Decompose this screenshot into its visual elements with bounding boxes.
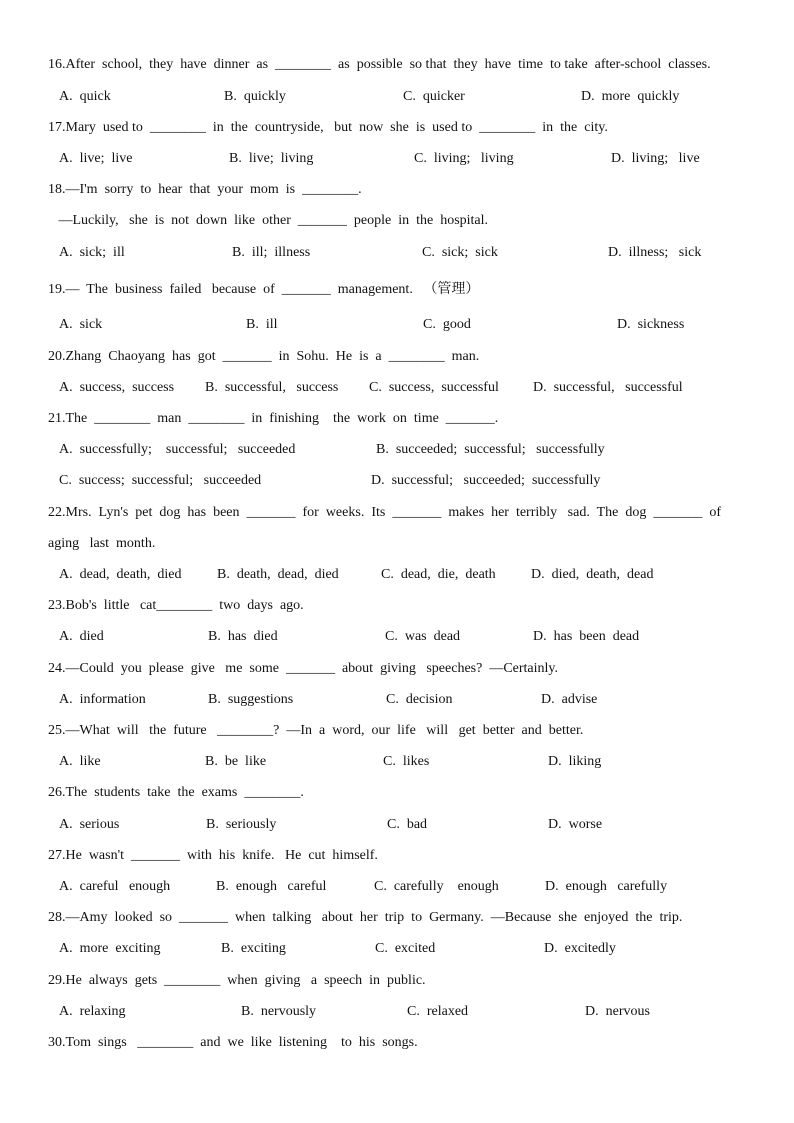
question-21-stem: 21.The ________ man ________ in finishing the work on time _______. bbox=[48, 411, 499, 426]
question-25-option-c: C. likes bbox=[383, 754, 430, 769]
question-18-option-a: A. sick; ill bbox=[59, 245, 125, 260]
question-22-option-b: B. death, dead, died bbox=[217, 567, 339, 582]
question-19-option-b: B. ill bbox=[246, 317, 278, 332]
question-26-stem: 26.The students take the exams ________. bbox=[48, 785, 304, 800]
question-19-option-d: D. sickness bbox=[617, 317, 685, 332]
question-25-option-b: B. be like bbox=[205, 754, 267, 769]
question-16-option-c: C. quicker bbox=[403, 89, 465, 104]
question-29-option-d: D. nervous bbox=[585, 1004, 650, 1019]
question-24-option-a: A. information bbox=[59, 692, 146, 707]
question-27-option-d: D. enough carefully bbox=[545, 879, 668, 894]
question-19-option-a: A. sick bbox=[59, 317, 103, 332]
question-27-option-b: B. enough careful bbox=[216, 879, 327, 894]
question-16-option-b: B. quickly bbox=[224, 89, 286, 104]
question-20-option-b: B. successful, success bbox=[205, 380, 339, 395]
question-24-stem: 24.—Could you please give me some _______ about giving speeches? —Certainly. bbox=[48, 661, 559, 676]
question-20-stem: 20.Zhang Chaoyang has got _______ in Sohu. He is a ________ man. bbox=[48, 349, 480, 364]
question-28-option-b: B. exciting bbox=[221, 941, 286, 956]
question-29-option-c: C. relaxed bbox=[407, 1004, 469, 1019]
question-21-option-d: D. successful; succeeded; successfully bbox=[371, 473, 601, 488]
question-17-option-c: C. living; living bbox=[414, 151, 514, 166]
question-22-stem: 22.Mrs. Lyn's pet dog has been _______ for weeks. Its _______ makes her terribly sad. The dog _______ of bbox=[48, 505, 721, 520]
question-16-option-d: D. more quickly bbox=[581, 89, 680, 104]
question-16-stem: 16.After school, they have dinner as ________ as possible so that they have time to take after-school classes. bbox=[48, 57, 711, 72]
question-21-option-c: C. success; successful; succeeded bbox=[59, 473, 262, 488]
question-19-stem: 19.— The business failed because of _______ management. （管理） bbox=[48, 282, 480, 297]
question-28-stem: 28.—Amy looked so _______ when talking about her trip to Germany. —Because she enjoyed the trip. bbox=[48, 910, 683, 925]
question-22-stem-line2: aging last month. bbox=[48, 536, 156, 551]
question-23-option-c: C. was dead bbox=[385, 629, 461, 644]
question-22-option-c: C. dead, die, death bbox=[381, 567, 496, 582]
question-29-stem: 29.He always gets ________ when giving a speech in public. bbox=[48, 973, 426, 988]
question-26-option-b: B. seriously bbox=[206, 817, 277, 832]
question-26-option-c: C. bad bbox=[387, 817, 428, 832]
question-23-option-a: A. died bbox=[59, 629, 104, 644]
question-30-stem: 30.Tom sings ________ and we like listening to his songs. bbox=[48, 1035, 418, 1050]
question-19-option-c: C. good bbox=[423, 317, 471, 332]
question-17-option-a: A. live; live bbox=[59, 151, 133, 166]
question-24-option-d: D. advise bbox=[541, 692, 598, 707]
question-20-option-c: C. success, successful bbox=[369, 380, 499, 395]
question-23-stem: 23.Bob's little cat________ two days ago. bbox=[48, 598, 304, 613]
question-24-option-b: B. suggestions bbox=[208, 692, 294, 707]
question-27-option-c: C. carefully enough bbox=[374, 879, 499, 894]
question-24-option-c: C. decision bbox=[386, 692, 453, 707]
question-25-option-d: D. liking bbox=[548, 754, 602, 769]
question-28-option-a: A. more exciting bbox=[59, 941, 161, 956]
question-26-option-a: A. serious bbox=[59, 817, 120, 832]
question-21-option-b: B. succeeded; successful; successfully bbox=[376, 442, 605, 457]
question-17-stem: 17.Mary used to ________ in the countryside, but now she is used to ________ in the city. bbox=[48, 120, 608, 135]
question-17-option-d: D. living; live bbox=[611, 151, 700, 166]
question-22-option-a: A. dead, death, died bbox=[59, 567, 182, 582]
question-23-option-d: D. has been dead bbox=[533, 629, 640, 644]
question-28-option-d: D. excitedly bbox=[544, 941, 616, 956]
question-28-option-c: C. excited bbox=[375, 941, 436, 956]
question-29-option-b: B. nervously bbox=[241, 1004, 317, 1019]
question-22-option-d: D. died, death, dead bbox=[531, 567, 654, 582]
question-20-option-a: A. success, success bbox=[59, 380, 175, 395]
question-20-option-d: D. successful, successful bbox=[533, 380, 683, 395]
question-21-option-a: A. successfully; successful; succeeded bbox=[59, 442, 296, 457]
question-27-stem: 27.He wasn't _______ with his knife. He cut himself. bbox=[48, 848, 378, 863]
question-29-option-a: A. relaxing bbox=[59, 1004, 126, 1019]
question-18-option-c: C. sick; sick bbox=[422, 245, 498, 260]
question-25-option-a: A. like bbox=[59, 754, 101, 769]
question-26-option-d: D. worse bbox=[548, 817, 603, 832]
question-18-option-d: D. illness; sick bbox=[608, 245, 702, 260]
question-18-stem-line2: —Luckily, she is not down like other _______ people in the hospital. bbox=[48, 213, 489, 228]
question-23-option-b: B. has died bbox=[208, 629, 278, 644]
question-27-option-a: A. careful enough bbox=[59, 879, 171, 894]
question-16-option-a: A. quick bbox=[59, 89, 111, 104]
question-17-option-b: B. live; living bbox=[229, 151, 314, 166]
question-18-option-b: B. ill; illness bbox=[232, 245, 311, 260]
question-25-stem: 25.—What will the future ________? —In a word, our life will get better and better. bbox=[48, 723, 584, 738]
question-18-stem: 18.—I'm sorry to hear that your mom is ________. bbox=[48, 182, 362, 197]
